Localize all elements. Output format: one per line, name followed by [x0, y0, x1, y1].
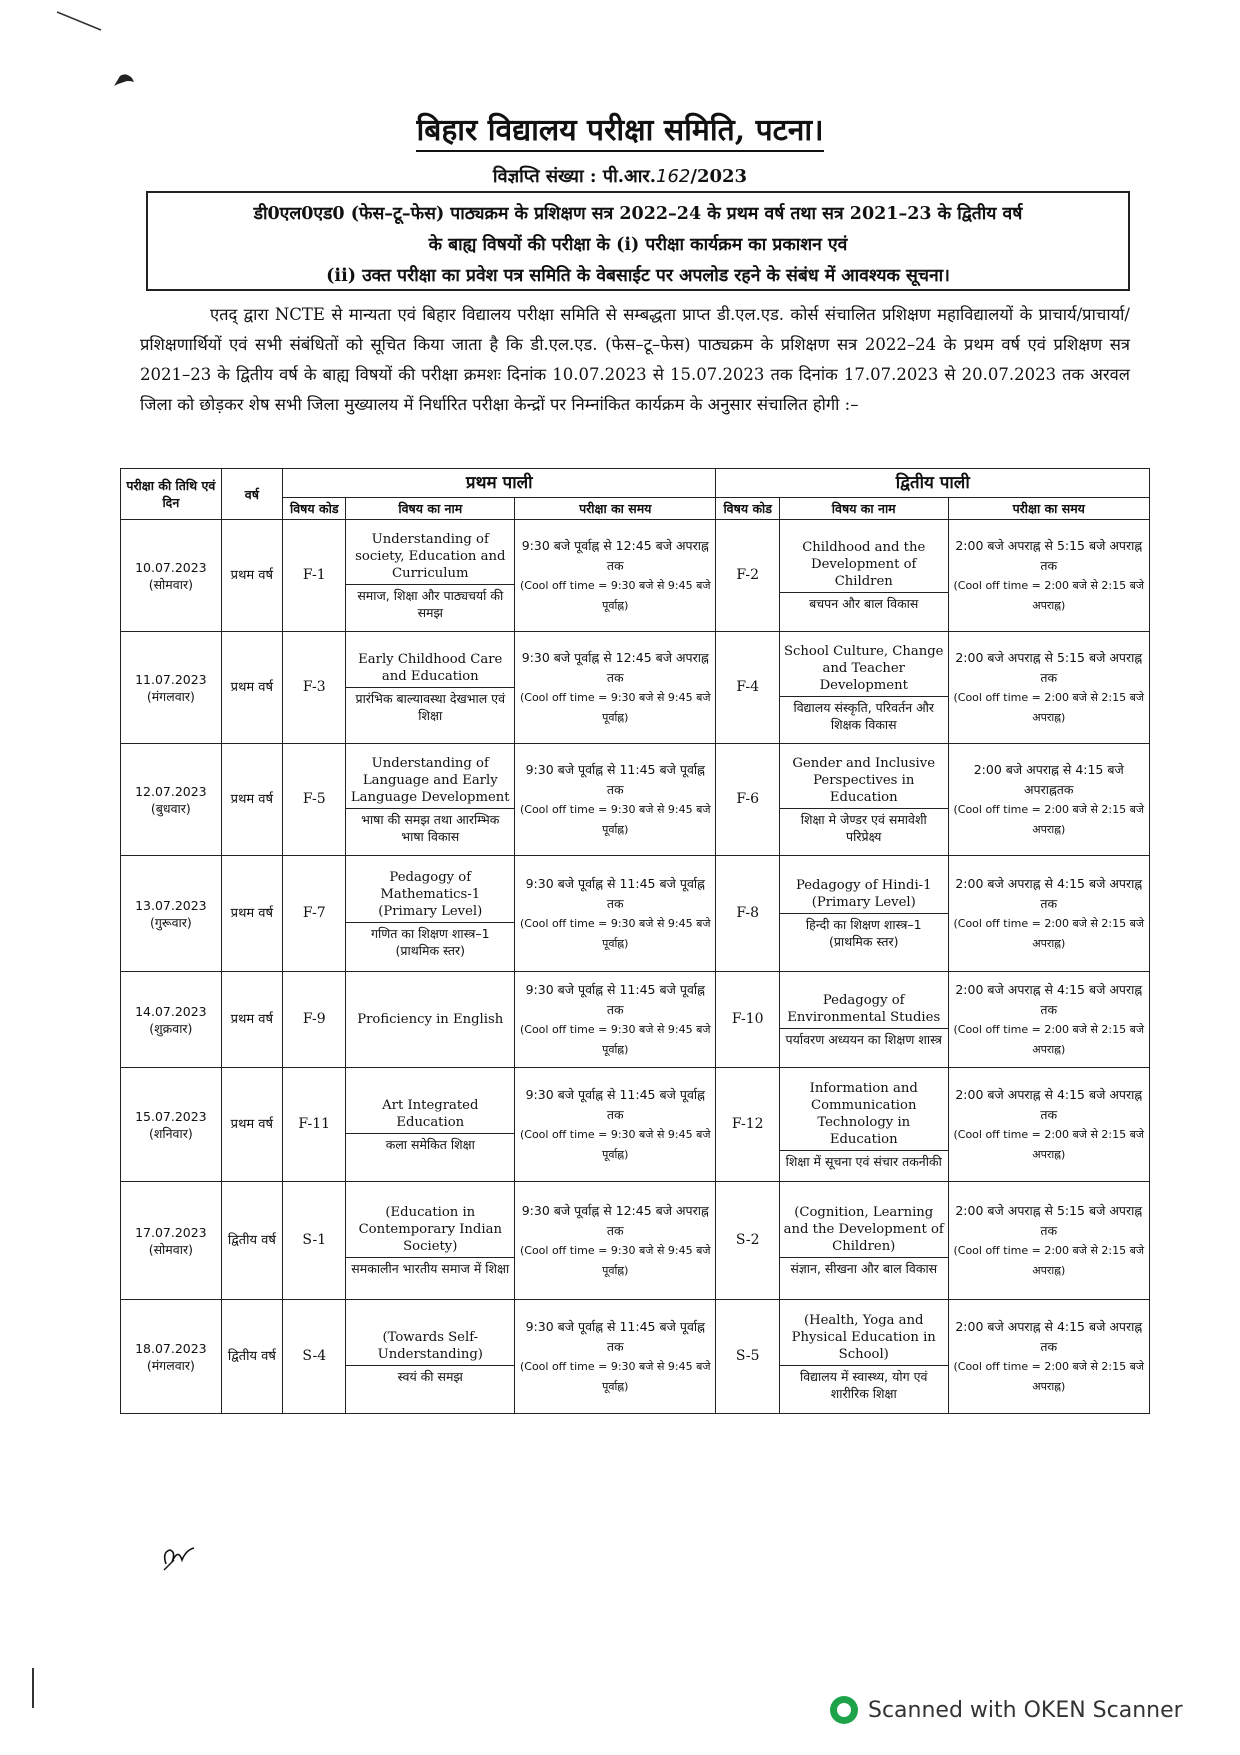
- subject-code: F-6: [736, 791, 760, 807]
- subject-name-english: Childhood and the Development of Children: [780, 537, 948, 593]
- subject-code: F-7: [302, 905, 326, 921]
- date-cell: [121, 1182, 222, 1300]
- subject-code-cell: [716, 856, 779, 972]
- subject-name-cell: [346, 1068, 515, 1182]
- subject-code-cell: [283, 1068, 346, 1182]
- subject-code-cell: [716, 1182, 779, 1300]
- subject-name-english: Proficiency in English: [357, 1012, 504, 1027]
- exam-time: 2:00 बजे अपराह्न से 4:15 बजे अपराह्न तक: [955, 1086, 1143, 1122]
- subject-name-cell: [346, 520, 515, 632]
- year-cell: [221, 972, 282, 1068]
- exam-time-cell: [948, 520, 1149, 632]
- watermark-text: Scanned with OKEN Scanner: [868, 1697, 1183, 1723]
- subject-name-cell: [346, 1182, 515, 1300]
- subject-code: F-10: [731, 1011, 764, 1027]
- cool-off-time: (Cool off time = 2:00 बजे से 2:15 बजे अपराह्न): [953, 916, 1145, 950]
- table-row: [121, 972, 1150, 1068]
- subject-name-cell: [779, 520, 948, 632]
- subject-code: F-12: [731, 1116, 764, 1132]
- subject-name-cell: [779, 744, 948, 856]
- exam-time: 9:30 बजे पूर्वाह्न से 11:45 बजे पूर्वाह्न तक: [525, 981, 705, 1017]
- exam-time-cell: [515, 1182, 716, 1300]
- exam-date: 17.07.2023: [135, 1224, 207, 1240]
- subject-name-hindi: पर्यावरण अध्ययन का शिक्षण शास्त्र: [785, 1031, 942, 1047]
- subject-name-hindi: शिक्षा मे जेण्डर एवं समावेशी परिप्रेक्ष्य: [800, 811, 927, 844]
- exam-time-cell: [515, 520, 716, 632]
- header-exam-time: परीक्षा का समय: [948, 498, 1149, 520]
- exam-time: 2:00 बजे अपराह्न से 5:15 बजे अपराह्न तक: [955, 537, 1143, 573]
- subject-code-cell: [283, 972, 346, 1068]
- exam-time: 9:30 बजे पूर्वाह्न से 11:45 बजे पूर्वाह्न तक: [525, 875, 705, 911]
- subject-name-hindi: संज्ञान, सीखना और बाल विकास: [790, 1261, 938, 1276]
- subject-name-cell: [779, 1182, 948, 1300]
- exam-time-cell: [515, 1068, 716, 1182]
- table-row: [121, 632, 1150, 744]
- subject-code-cell: [716, 1068, 779, 1182]
- exam-date: 11.07.2023: [135, 671, 207, 687]
- date-cell: [121, 520, 222, 632]
- subject-line-1: डी0एल0एड0 (फेस–टू–फेस) पाठ्यक्रम के प्रशिक्षण सत्र 2022–24 के प्रथम वर्ष तथा सत्र 2021–23 के द्वितीय वर्ष: [253, 204, 1023, 224]
- exam-time-cell: [515, 632, 716, 744]
- exam-time: 2:00 बजे अपराह्न से 4:15 बजे अपराह्न तक: [955, 1318, 1143, 1354]
- subject-name-cell: [346, 856, 515, 972]
- exam-year: प्रथम वर्ष: [230, 1012, 274, 1027]
- exam-time: 9:30 बजे पूर्वाह्न से 11:45 बजे पूर्वाह्न तक: [525, 1086, 705, 1122]
- table-row: [121, 520, 1150, 632]
- date-cell: [121, 972, 222, 1068]
- year-cell: [221, 744, 282, 856]
- subject-code: F-8: [736, 905, 760, 921]
- header-code: विषय कोड: [283, 498, 346, 520]
- subject-name-english: Art Integrated Education: [346, 1095, 514, 1134]
- subject-name-hindi: गणित का शिक्षण शास्त्र–1 (प्राथमिक स्तर): [370, 925, 490, 958]
- exam-time: 9:30 बजे पूर्वाह्न से 12:45 बजे अपराह्न तक: [521, 537, 709, 573]
- table-row: [121, 744, 1150, 856]
- signature-icon: [160, 1542, 200, 1572]
- year-cell: [221, 1182, 282, 1300]
- cool-off-time: (Cool off time = 2:00 बजे से 2:15 बजे अपराह्न): [953, 690, 1145, 724]
- cool-off-time: (Cool off time = 9:30 बजे से 9:45 बजे पूर्वाह्न): [519, 578, 711, 612]
- subject-code: F-11: [298, 1116, 331, 1132]
- subject-code: F-3: [302, 679, 326, 695]
- subject-line-2: के बाह्य विषयों की परीक्षा के (i) परीक्षा कार्यक्रम का प्रकाशन एवं: [428, 235, 848, 255]
- subject-name-cell: [779, 972, 948, 1068]
- exam-year: प्रथम वर्ष: [230, 1117, 274, 1132]
- subject-name-cell: [779, 856, 948, 972]
- cool-off-time: (Cool off time = 2:00 बजे से 2:15 बजे अपराह्न): [953, 802, 1145, 836]
- scanner-watermark: [830, 1696, 1183, 1724]
- exam-day: (शनिवार): [148, 1125, 193, 1141]
- subject-code: F-2: [736, 567, 760, 583]
- exam-day: (मंगलवार): [146, 688, 195, 704]
- cool-off-time: (Cool off time = 9:30 बजे से 9:45 बजे पूर्वाह्न): [519, 1359, 711, 1393]
- date-cell: [121, 1068, 222, 1182]
- cool-off-time: (Cool off time = 2:00 बजे से 2:15 बजे अपराह्न): [953, 1359, 1145, 1393]
- exam-date: 10.07.2023: [135, 559, 207, 575]
- cool-off-time: (Cool off time = 9:30 बजे से 9:45 बजे पूर्वाह्न): [519, 916, 711, 950]
- exam-time: 2:00 बजे अपराह्न से 5:15 बजे अपराह्न तक: [955, 649, 1143, 685]
- header-subject-name: विषय का नाम: [346, 498, 515, 520]
- header-first-shift: प्रथम पाली: [283, 469, 716, 498]
- header-code: विषय कोड: [716, 498, 779, 520]
- subject-name-hindi: प्रारंभिक बाल्यावस्था देखभाल एवं शिक्षा: [355, 691, 506, 723]
- exam-date: 12.07.2023: [135, 783, 207, 799]
- date-cell: [121, 744, 222, 856]
- subject-code-cell: [716, 744, 779, 856]
- exam-date: 15.07.2023: [135, 1108, 207, 1124]
- cool-off-time: (Cool off time = 9:30 बजे से 9:45 बजे पूर्वाह्न): [519, 1022, 711, 1056]
- cool-off-time: (Cool off time = 2:00 बजे से 2:15 बजे अपराह्न): [953, 578, 1145, 612]
- cool-off-time: (Cool off time = 9:30 बजे से 9:45 बजे पूर्वाह्न): [519, 1127, 711, 1161]
- subject-name-hindi: बचपन और बाल विकास: [809, 596, 919, 611]
- header-second-shift: द्वितीय पाली: [716, 469, 1150, 498]
- year-cell: [221, 856, 282, 972]
- exam-time-cell: [948, 1182, 1149, 1300]
- exam-year: प्रथम वर्ष: [230, 680, 274, 695]
- exam-time: 2:00 बजे अपराह्न से 4:15 बजे अपराह्नतक: [973, 761, 1124, 797]
- exam-year: प्रथम वर्ष: [230, 906, 274, 921]
- subject-name-english: Understanding of Language and Early Language Development: [346, 753, 514, 809]
- cool-off-time: (Cool off time = 9:30 बजे से 9:45 बजे पूर्वाह्न): [519, 802, 711, 836]
- header-date: परीक्षा की तिथि एवं दिन: [121, 469, 222, 520]
- exam-time-cell: [948, 1068, 1149, 1182]
- subject-name-english: Pedagogy of Hindi-1 (Primary Level): [780, 875, 948, 914]
- subject-name-english: Pedagogy of Mathematics-1 (Primary Level): [346, 867, 514, 923]
- subject-name-hindi: समाज, शिक्षा और पाठ्यचर्या की समझ: [357, 587, 504, 620]
- subject-name-hindi: शिक्षा में सूचना एवं संचार तकनीकी: [785, 1153, 942, 1169]
- subject-code-cell: [283, 856, 346, 972]
- subject-line-3: (ii) उक्त परीक्षा का प्रवेश पत्र समिति के वेबसाईट पर अपलोड रहने के संबंध में आवश्यक सूचना।: [326, 266, 950, 286]
- subject-name-hindi: समकालीन भारतीय समाज में शिक्षा: [351, 1261, 510, 1276]
- date-cell: [121, 856, 222, 972]
- subject-name-hindi: भाषा की समझ तथा आरम्भिक भाषा विकास: [361, 811, 500, 844]
- exam-time: 2:00 बजे अपराह्न से 5:15 बजे अपराह्न तक: [955, 1202, 1143, 1238]
- notice-year: /2023: [690, 166, 748, 187]
- exam-time-cell: [515, 1300, 716, 1414]
- subject-code: S-2: [735, 1232, 760, 1248]
- exam-day: (सोमवार): [148, 576, 193, 592]
- subject-code: S-5: [735, 1348, 760, 1364]
- exam-year: द्वितीय वर्ष: [227, 1233, 276, 1248]
- subject-code: F-1: [302, 567, 326, 583]
- exam-time: 9:30 बजे पूर्वाह्न से 11:45 बजे पूर्वाह्न तक: [525, 1318, 705, 1354]
- body-paragraph: एतद् द्वारा NCTE से मान्यता एवं बिहार विद्यालय परीक्षा समिति से सम्बद्धता प्राप्त डी.एल.एड. कोर्स संचालित प्रशिक्षण महाविद्यालयों के प्राचार्य/प्राचार्या/प्रशिक्षणार्थियों एवं सभी संबंधितों को सूचित किया जाता है कि डी.एल.एड. (फेस–टू–फेस) पाठ्यक्रम के प्रशिक्षण सत्र 2022–24 के प्रथम वर्ष एवं प्रशिक्षण सत्र 2021–23 के द्वितीय वर्ष के बाह्य विषयों की परीक्षा क्रमशः दिनांक 10.07.2023 से 15.07.2023 तक दिनांक 17.07.2023 से 20.07.2023 तक अरवल जिला को छोड़कर शेष सभी जिला मुख्यालय में निर्धारित परीक्षा केन्द्रों पर निम्नांकित कार्यक्रम के अनुसार संचालित होगी :–: [140, 305, 1130, 414]
- subject-name-english: (Towards Self-Understanding): [346, 1327, 514, 1366]
- subject-code-cell: [283, 1182, 346, 1300]
- header-year: वर्ष: [221, 469, 282, 520]
- cool-off-time: (Cool off time = 2:00 बजे से 2:15 बजे अपराह्न): [953, 1243, 1145, 1277]
- subject-name-english: (Health, Yoga and Physical Education in School): [780, 1310, 948, 1366]
- subject-name-hindi: विद्यालय संस्कृति, परिवर्तन और शिक्षक विकास: [793, 699, 935, 732]
- year-cell: [221, 520, 282, 632]
- year-cell: [221, 632, 282, 744]
- pen-stroke-mark: [55, 10, 105, 32]
- exam-time: 2:00 बजे अपराह्न से 4:15 बजे अपराह्न तक: [955, 981, 1143, 1017]
- exam-time-cell: [948, 632, 1149, 744]
- subject-code-cell: [716, 632, 779, 744]
- subject-name-cell: [779, 1068, 948, 1182]
- notice-number: 162: [656, 166, 691, 187]
- table-row: [121, 856, 1150, 972]
- table-row: [121, 1300, 1150, 1414]
- subject-name-hindi: स्वयं की समझ: [397, 1368, 463, 1384]
- cool-off-time: (Cool off time = 2:00 बजे से 2:15 बजे अपराह्न): [953, 1022, 1145, 1056]
- date-cell: [121, 1300, 222, 1414]
- subject-code-cell: [716, 1300, 779, 1414]
- exam-time-cell: [948, 972, 1149, 1068]
- subject-name-cell: [346, 632, 515, 744]
- exam-time-cell: [948, 1300, 1149, 1414]
- exam-date: 13.07.2023: [135, 897, 207, 913]
- subject-code-cell: [716, 520, 779, 632]
- ink-blob-mark: [112, 72, 136, 90]
- notice-number-line: [0, 164, 1240, 188]
- year-cell: [221, 1068, 282, 1182]
- subject-name-english: Information and Communication Technology in Education: [780, 1078, 948, 1151]
- subject-name-cell: [346, 744, 515, 856]
- notice-label: विज्ञप्ति संख्या : पी.आर.: [492, 166, 657, 187]
- exam-time: 9:30 बजे पूर्वाह्न से 12:45 बजे अपराह्न तक: [521, 649, 709, 685]
- subject-name-english: Gender and Inclusive Perspectives in Education: [780, 753, 948, 809]
- subject-code: F-5: [302, 791, 326, 807]
- exam-date: 18.07.2023: [135, 1340, 207, 1356]
- header-subject-name: विषय का नाम: [779, 498, 948, 520]
- exam-time: 9:30 बजे पूर्वाह्न से 11:45 बजे पूर्वाह्न तक: [525, 761, 705, 797]
- subject-name-cell: [779, 632, 948, 744]
- subject-name-english: Early Childhood Care and Education: [346, 649, 514, 688]
- exam-time: 9:30 बजे पूर्वाह्न से 12:45 बजे अपराह्न तक: [521, 1202, 709, 1238]
- subject-code: S-1: [302, 1232, 327, 1248]
- scan-edge-mark: [32, 1668, 34, 1708]
- subject-name-cell: [346, 1300, 515, 1414]
- subject-name-hindi: कला समेकित शिक्षा: [385, 1136, 475, 1152]
- exam-time-cell: [515, 856, 716, 972]
- exam-year: द्वितीय वर्ष: [227, 1349, 276, 1364]
- exam-time-cell: [948, 744, 1149, 856]
- subject-name-cell: [346, 972, 515, 1068]
- subject-code-cell: [283, 1300, 346, 1414]
- exam-time-cell: [515, 744, 716, 856]
- exam-day: (बुधवार): [150, 800, 191, 816]
- table-row: [121, 1182, 1150, 1300]
- exam-day: (सोमवार): [148, 1241, 193, 1257]
- subject-name-english: (Education in Contemporary Indian Society): [346, 1202, 514, 1258]
- exam-date: 14.07.2023: [135, 1003, 207, 1019]
- exam-time: 2:00 बजे अपराह्न से 4:15 बजे अपराह्न तक: [955, 875, 1143, 911]
- header-exam-time: परीक्षा का समय: [515, 498, 716, 520]
- exam-day: (शुक्रवार): [149, 1020, 193, 1036]
- subject-name-hindi: हिन्दी का शिक्षण शास्त्र–1 (प्राथमिक स्तर): [805, 917, 922, 949]
- cool-off-time: (Cool off time = 9:30 बजे से 9:45 बजे पूर्वाह्न): [519, 1243, 711, 1277]
- date-cell: [121, 632, 222, 744]
- exam-time-cell: [515, 972, 716, 1068]
- exam-schedule-table: [120, 468, 1150, 1414]
- subject-code: F-4: [736, 679, 760, 695]
- subject-code-cell: [283, 744, 346, 856]
- subject-code-cell: [283, 520, 346, 632]
- cool-off-time: (Cool off time = 2:00 बजे से 2:15 बजे अपराह्न): [953, 1127, 1145, 1161]
- subject-name-hindi: विद्यालय में स्वास्थ्य, योग एवं शारीरिक शिक्षा: [799, 1368, 928, 1401]
- subject-name-english: School Culture, Change and Teacher Development: [780, 641, 948, 697]
- subject-name-cell: [779, 1300, 948, 1414]
- subject-code-cell: [716, 972, 779, 1068]
- subject-name-english: Understanding of society, Education and Curriculum: [346, 529, 514, 585]
- subject-name-english: (Cognition, Learning and the Development of Children): [780, 1202, 948, 1258]
- exam-year: प्रथम वर्ष: [230, 568, 274, 583]
- exam-day: (गुरूवार): [149, 914, 192, 930]
- oken-logo-icon: [830, 1696, 858, 1724]
- exam-day: (मंगलवार): [146, 1357, 195, 1373]
- exam-year: प्रथम वर्ष: [230, 792, 274, 807]
- year-cell: [221, 1300, 282, 1414]
- table-row: [121, 1068, 1150, 1182]
- cool-off-time: (Cool off time = 9:30 बजे से 9:45 बजे पूर्वाह्न): [519, 690, 711, 724]
- subject-code: S-4: [302, 1348, 327, 1364]
- page-title: बिहार विद्यालय परीक्षा समिति, पटना।: [0, 108, 1240, 149]
- subject-code: F-9: [302, 1011, 326, 1027]
- subject-code-cell: [283, 632, 346, 744]
- subject-name-english: Pedagogy of Environmental Studies: [780, 990, 948, 1029]
- exam-time-cell: [948, 856, 1149, 972]
- subject-box: [146, 191, 1130, 291]
